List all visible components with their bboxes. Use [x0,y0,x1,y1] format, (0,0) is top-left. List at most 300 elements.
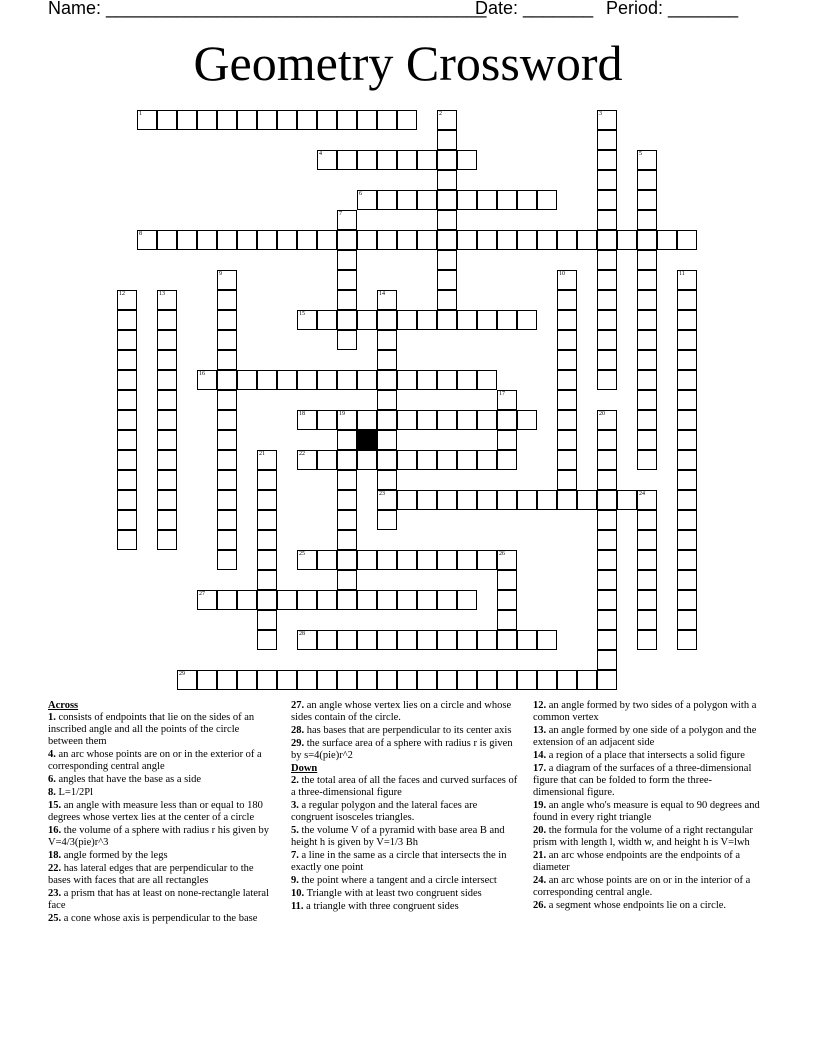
grid-cell[interactable] [357,150,377,170]
grid-cell[interactable] [337,210,357,230]
grid-cell[interactable] [597,150,617,170]
grid-cell[interactable] [677,350,697,370]
grid-cell[interactable] [637,630,657,650]
grid-cell[interactable] [177,230,197,250]
grid-cell[interactable] [397,150,417,170]
grid-cell[interactable] [377,390,397,410]
grid-cell[interactable] [597,590,617,610]
grid-cell[interactable] [637,510,657,530]
grid-cell[interactable] [217,310,237,330]
grid-cell[interactable] [297,410,317,430]
grid-cell[interactable] [597,130,617,150]
grid-cell[interactable] [437,110,457,130]
grid-cell[interactable] [597,490,617,510]
grid-cell[interactable] [597,570,617,590]
grid-cell[interactable] [517,230,537,250]
grid-cell[interactable] [497,430,517,450]
grid-cell[interactable] [397,590,417,610]
grid-cell[interactable] [537,490,557,510]
grid-cell[interactable] [677,610,697,630]
grid-cell[interactable] [497,310,517,330]
grid-cell[interactable] [237,670,257,690]
grid-cell[interactable] [157,110,177,130]
grid-cell[interactable] [417,630,437,650]
grid-cell[interactable] [337,510,357,530]
grid-cell[interactable] [677,390,697,410]
grid-cell[interactable] [377,190,397,210]
grid-cell[interactable] [217,230,237,250]
grid-cell[interactable] [357,450,377,470]
grid-cell[interactable] [157,330,177,350]
grid-cell[interactable] [517,670,537,690]
grid-cell[interactable] [457,190,477,210]
grid-cell[interactable] [377,550,397,570]
grid-cell[interactable] [637,530,657,550]
grid-cell[interactable] [437,550,457,570]
grid-cell[interactable] [397,110,417,130]
grid-cell[interactable] [217,510,237,530]
grid-cell[interactable] [377,430,397,450]
grid-cell[interactable] [357,590,377,610]
grid-cell[interactable] [597,330,617,350]
grid-cell[interactable] [537,670,557,690]
grid-cell[interactable] [377,350,397,370]
grid-cell[interactable] [677,530,697,550]
grid-cell[interactable] [337,470,357,490]
grid-cell[interactable] [597,290,617,310]
grid-cell[interactable] [357,230,377,250]
grid-cell[interactable] [437,410,457,430]
grid-cell[interactable] [577,490,597,510]
grid-cell[interactable] [197,110,217,130]
grid-cell[interactable] [217,590,237,610]
grid-cell[interactable] [217,450,237,470]
grid-cell[interactable] [217,470,237,490]
grid-cell[interactable] [437,230,457,250]
grid-cell[interactable] [437,590,457,610]
grid-cell[interactable] [637,330,657,350]
grid-cell[interactable] [677,570,697,590]
grid-cell[interactable] [677,450,697,470]
grid-cell[interactable] [417,190,437,210]
grid-cell[interactable] [257,570,277,590]
grid-cell[interactable] [597,370,617,390]
grid-cell[interactable] [157,390,177,410]
grid-cell[interactable] [217,550,237,570]
grid-cell[interactable] [157,510,177,530]
grid-cell[interactable] [677,590,697,610]
grid-cell[interactable] [557,490,577,510]
grid-cell[interactable] [297,630,317,650]
grid-cell[interactable] [157,290,177,310]
grid-cell[interactable] [637,250,657,270]
grid-cell[interactable] [357,410,377,430]
grid-cell[interactable] [317,310,337,330]
grid-cell[interactable] [497,610,517,630]
grid-cell[interactable] [557,310,577,330]
grid-cell[interactable] [337,370,357,390]
grid-cell[interactable] [337,330,357,350]
grid-cell[interactable] [397,630,417,650]
grid-cell[interactable] [257,550,277,570]
grid-cell[interactable] [457,410,477,430]
grid-cell[interactable] [677,490,697,510]
grid-cell[interactable] [117,510,137,530]
grid-cell[interactable] [597,350,617,370]
grid-cell[interactable] [437,150,457,170]
grid-cell[interactable] [477,310,497,330]
grid-cell[interactable] [597,310,617,330]
grid-cell[interactable] [457,310,477,330]
grid-cell[interactable] [597,110,617,130]
grid-cell[interactable] [317,450,337,470]
grid-cell[interactable] [597,630,617,650]
grid-cell[interactable] [337,430,357,450]
grid-cell[interactable] [437,270,457,290]
grid-cell[interactable] [217,270,237,290]
grid-cell[interactable] [297,590,317,610]
grid-cell[interactable] [637,570,657,590]
grid-cell[interactable] [537,190,557,210]
grid-cell[interactable] [497,390,517,410]
grid-cell[interactable] [377,370,397,390]
grid-cell[interactable] [557,430,577,450]
grid-cell[interactable] [477,670,497,690]
grid-cell[interactable] [497,490,517,510]
grid-cell[interactable] [157,410,177,430]
grid-cell[interactable] [597,670,617,690]
grid-cell[interactable] [437,130,457,150]
grid-cell[interactable] [477,230,497,250]
grid-cell[interactable] [557,330,577,350]
grid-cell[interactable] [357,310,377,330]
grid-cell[interactable] [377,150,397,170]
grid-cell[interactable] [317,410,337,430]
grid-cell[interactable] [197,370,217,390]
grid-cell[interactable] [677,630,697,650]
grid-cell[interactable] [157,450,177,470]
grid-cell[interactable] [597,550,617,570]
grid-cell[interactable] [337,290,357,310]
grid-cell[interactable] [417,230,437,250]
grid-cell[interactable] [637,430,657,450]
grid-cell[interactable] [117,310,137,330]
grid-cell[interactable] [217,530,237,550]
grid-cell[interactable] [457,490,477,510]
grid-cell[interactable] [157,310,177,330]
grid-cell[interactable] [337,150,357,170]
grid-cell[interactable] [277,110,297,130]
grid-cell[interactable] [117,410,137,430]
grid-cell[interactable] [377,290,397,310]
grid-cell[interactable] [337,230,357,250]
grid-cell[interactable] [377,630,397,650]
grid-cell[interactable] [677,510,697,530]
grid-cell[interactable] [397,490,417,510]
grid-cell[interactable] [637,490,657,510]
grid-cell[interactable] [157,230,177,250]
grid-cell[interactable] [557,450,577,470]
grid-cell[interactable] [257,610,277,630]
grid-cell[interactable] [477,190,497,210]
grid-cell[interactable] [377,470,397,490]
grid-cell[interactable] [597,190,617,210]
grid-cell[interactable] [357,110,377,130]
grid-cell[interactable] [117,370,137,390]
grid-cell[interactable] [337,490,357,510]
grid-cell[interactable] [677,550,697,570]
grid-cell[interactable] [157,370,177,390]
grid-cell[interactable] [277,370,297,390]
grid-cell[interactable] [637,190,657,210]
grid-cell[interactable] [457,370,477,390]
grid-cell[interactable] [257,510,277,530]
grid-cell[interactable] [337,270,357,290]
grid-cell[interactable] [157,470,177,490]
grid-cell[interactable] [477,490,497,510]
grid-cell[interactable] [357,670,377,690]
grid-cell[interactable] [277,590,297,610]
grid-cell[interactable] [637,210,657,230]
grid-cell[interactable] [257,230,277,250]
grid-cell[interactable] [677,370,697,390]
grid-cell[interactable] [637,350,657,370]
grid-cell[interactable] [217,410,237,430]
grid-cell[interactable] [637,170,657,190]
grid-cell[interactable] [257,670,277,690]
grid-cell[interactable] [217,670,237,690]
grid-cell[interactable] [137,230,157,250]
grid-cell[interactable] [377,490,397,510]
grid-cell[interactable] [597,270,617,290]
grid-cell[interactable] [637,230,657,250]
grid-cell[interactable] [457,450,477,470]
grid-cell[interactable] [457,590,477,610]
grid-cell[interactable] [477,550,497,570]
grid-cell[interactable] [597,410,617,430]
grid-cell[interactable] [217,330,237,350]
grid-cell[interactable] [357,190,377,210]
grid-cell[interactable] [517,190,537,210]
grid-cell[interactable] [417,670,437,690]
grid-cell[interactable] [637,150,657,170]
grid-cell[interactable] [397,410,417,430]
grid-cell[interactable] [197,230,217,250]
grid-cell[interactable] [337,530,357,550]
grid-cell[interactable] [617,230,637,250]
grid-cell[interactable] [437,630,457,650]
grid-cell[interactable] [157,530,177,550]
grid-cell[interactable] [597,610,617,630]
grid-cell[interactable] [237,230,257,250]
grid-cell[interactable] [637,390,657,410]
grid-cell[interactable] [557,230,577,250]
grid-cell[interactable] [517,310,537,330]
grid-cell[interactable] [317,670,337,690]
grid-cell[interactable] [557,370,577,390]
grid-cell[interactable] [497,190,517,210]
grid-cell[interactable] [437,250,457,270]
grid-cell[interactable] [457,150,477,170]
grid-cell[interactable] [437,450,457,470]
grid-cell[interactable] [597,250,617,270]
grid-cell[interactable] [477,450,497,470]
grid-cell[interactable] [457,230,477,250]
grid-cell[interactable] [437,190,457,210]
grid-cell[interactable] [637,370,657,390]
grid-cell[interactable] [457,670,477,690]
grid-cell[interactable] [157,430,177,450]
grid-cell[interactable] [677,310,697,330]
grid-cell[interactable] [157,350,177,370]
grid-cell[interactable] [677,230,697,250]
grid-cell[interactable] [117,290,137,310]
grid-cell[interactable] [237,110,257,130]
grid-cell[interactable] [417,590,437,610]
grid-cell[interactable] [557,390,577,410]
grid-cell[interactable] [137,110,157,130]
grid-cell[interactable] [417,550,437,570]
grid-cell[interactable] [637,270,657,290]
grid-cell[interactable] [317,150,337,170]
grid-cell[interactable] [397,450,417,470]
grid-cell[interactable] [257,370,277,390]
grid-cell[interactable] [377,330,397,350]
grid-cell[interactable] [397,370,417,390]
grid-cell[interactable] [437,310,457,330]
grid-cell[interactable] [677,290,697,310]
grid-cell[interactable] [497,410,517,430]
grid-cell[interactable] [417,310,437,330]
grid-cell[interactable] [397,230,417,250]
grid-cell[interactable] [557,350,577,370]
grid-cell[interactable] [297,670,317,690]
grid-cell[interactable] [597,170,617,190]
grid-cell[interactable] [557,470,577,490]
grid-cell[interactable] [297,110,317,130]
grid-cell[interactable] [497,590,517,610]
grid-cell[interactable] [637,550,657,570]
grid-cell[interactable] [297,550,317,570]
grid-cell[interactable] [297,310,317,330]
grid-cell[interactable] [477,630,497,650]
grid-cell[interactable] [317,110,337,130]
grid-cell[interactable] [677,430,697,450]
grid-cell[interactable] [217,350,237,370]
grid-cell[interactable] [257,450,277,470]
grid-cell[interactable] [117,390,137,410]
grid-cell[interactable] [597,530,617,550]
grid-cell[interactable] [677,470,697,490]
grid-cell[interactable] [597,650,617,670]
grid-cell[interactable] [637,590,657,610]
grid-cell[interactable] [317,370,337,390]
grid-cell[interactable] [477,370,497,390]
grid-cell[interactable] [497,670,517,690]
grid-cell[interactable] [597,450,617,470]
grid-cell[interactable] [337,630,357,650]
grid-cell[interactable] [437,170,457,190]
grid-cell[interactable] [337,670,357,690]
grid-cell[interactable] [437,210,457,230]
grid-cell[interactable] [397,190,417,210]
grid-cell[interactable] [297,230,317,250]
grid-cell[interactable] [677,410,697,430]
grid-cell[interactable] [497,230,517,250]
grid-cell[interactable] [377,510,397,530]
grid-cell[interactable] [417,490,437,510]
grid-cell[interactable] [317,550,337,570]
grid-cell[interactable] [537,630,557,650]
grid-cell[interactable] [217,370,237,390]
grid-cell[interactable] [437,370,457,390]
grid-cell[interactable] [197,590,217,610]
grid-cell[interactable] [637,310,657,330]
grid-cell[interactable] [637,450,657,470]
grid-cell[interactable] [117,350,137,370]
grid-cell[interactable] [517,490,537,510]
grid-cell[interactable] [117,430,137,450]
grid-cell[interactable] [637,410,657,430]
grid-cell[interactable] [297,370,317,390]
grid-cell[interactable] [357,550,377,570]
grid-cell[interactable] [157,490,177,510]
grid-cell[interactable] [637,290,657,310]
grid-cell[interactable] [477,410,497,430]
grid-cell[interactable] [317,630,337,650]
grid-cell[interactable] [577,230,597,250]
grid-cell[interactable] [317,590,337,610]
grid-cell[interactable] [297,450,317,470]
grid-cell[interactable] [497,570,517,590]
grid-cell[interactable] [377,110,397,130]
grid-cell[interactable] [237,370,257,390]
grid-cell[interactable] [337,450,357,470]
grid-cell[interactable] [337,250,357,270]
grid-cell[interactable] [417,150,437,170]
grid-cell[interactable] [217,390,237,410]
grid-cell[interactable] [397,310,417,330]
grid-cell[interactable] [417,450,437,470]
grid-cell[interactable] [377,410,397,430]
grid-cell[interactable] [497,550,517,570]
grid-cell[interactable] [557,670,577,690]
grid-cell[interactable] [257,490,277,510]
grid-cell[interactable] [417,410,437,430]
grid-cell[interactable] [117,450,137,470]
grid-cell[interactable] [397,550,417,570]
grid-cell[interactable] [497,630,517,650]
grid-cell[interactable] [217,490,237,510]
grid-cell[interactable] [377,310,397,330]
grid-cell[interactable] [377,670,397,690]
grid-cell[interactable] [557,270,577,290]
grid-cell[interactable] [457,550,477,570]
grid-cell[interactable] [337,570,357,590]
grid-cell[interactable] [257,590,277,610]
grid-cell[interactable] [637,610,657,630]
grid-cell[interactable] [577,670,597,690]
grid-cell[interactable] [317,230,337,250]
grid-cell[interactable] [597,470,617,490]
grid-cell[interactable] [337,550,357,570]
grid-cell[interactable] [257,530,277,550]
grid-cell[interactable] [117,470,137,490]
grid-cell[interactable] [437,670,457,690]
grid-cell[interactable] [337,110,357,130]
grid-cell[interactable] [337,410,357,430]
grid-cell[interactable] [657,230,677,250]
